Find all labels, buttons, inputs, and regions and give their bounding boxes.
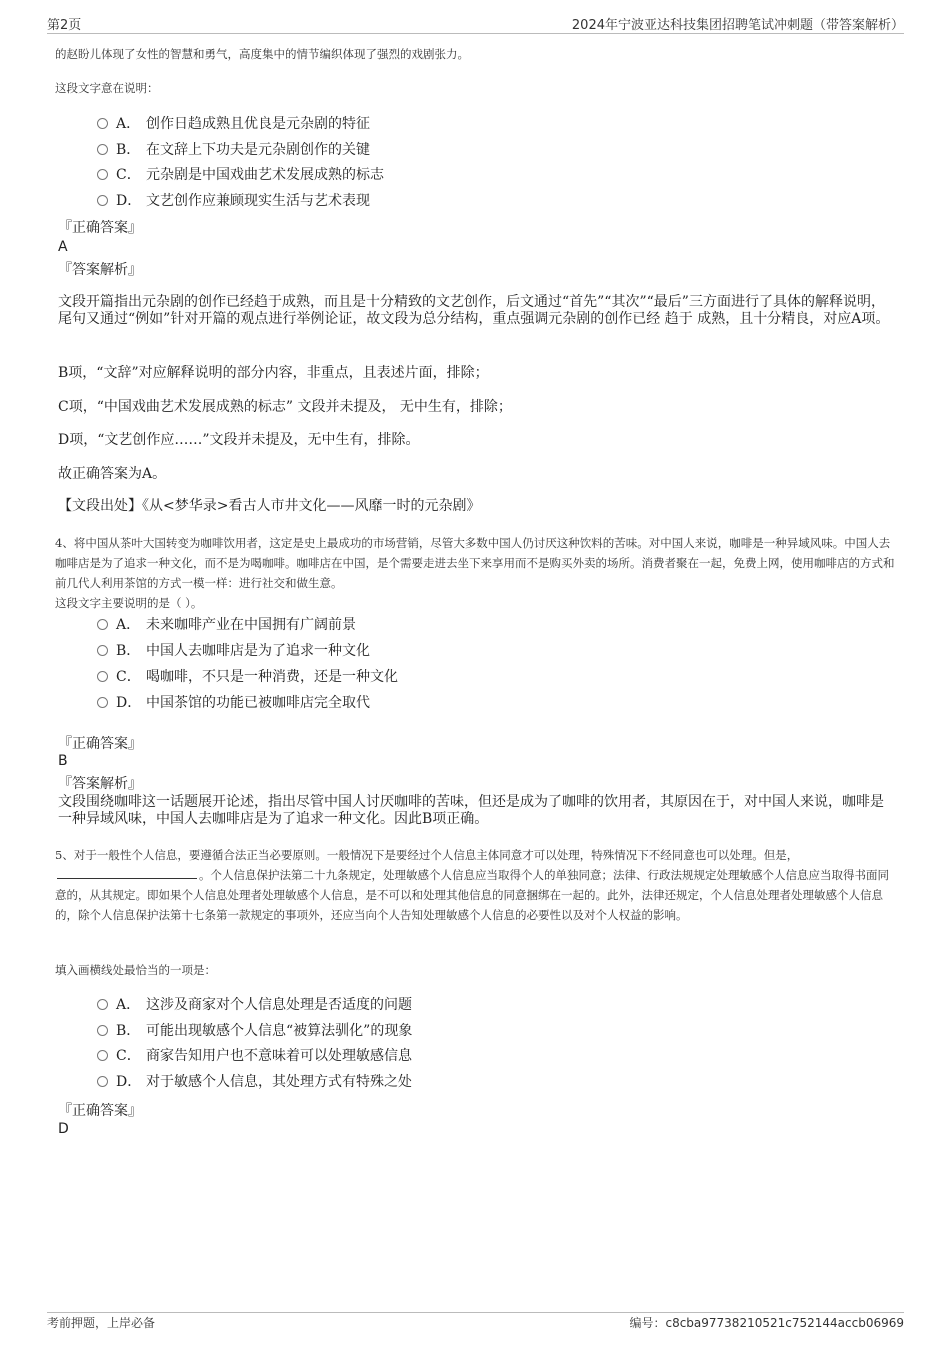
- q3-option-c[interactable]: C． 元杂剧是中国戏曲艺术发展成熟的标志: [97, 164, 384, 186]
- fill-blank: [57, 866, 197, 879]
- radio-icon[interactable]: [97, 1076, 108, 1087]
- radio-icon[interactable]: [97, 144, 108, 155]
- q4-analysis: 文段围绕咖啡这一话题展开论述，指出尽管中国人讨厌咖啡的苦味，但还是成为了咖啡的饮用者，其原因在于，对中国人来说，咖啡是一种异域风味，中国人去咖啡店是为了追求一种文化。因此B项正确。: [58, 794, 884, 827]
- radio-icon[interactable]: [97, 169, 108, 180]
- q3-question: 这段文字意在说明：: [55, 81, 159, 95]
- q3-option-a[interactable]: A． 创作日趋成熟且优良是元杂剧的特征: [97, 113, 370, 135]
- radio-icon[interactable]: [97, 619, 108, 630]
- q4-answer: B: [58, 753, 68, 769]
- footer-divider: [47, 1312, 904, 1313]
- radio-icon[interactable]: [97, 645, 108, 656]
- radio-icon[interactable]: [97, 697, 108, 708]
- q3-analysis-b: B项，“文辞”对应解释说明的部分内容，非重点，且表述片面，排除；: [58, 365, 489, 381]
- q5-answer-label: 『正确答案』: [58, 1103, 142, 1119]
- radio-icon[interactable]: [97, 1050, 108, 1061]
- q3-option-b[interactable]: B． 在文辞上下功夫是元杂剧创作的关键: [97, 139, 370, 161]
- radio-icon[interactable]: [97, 195, 108, 206]
- document-title: 2024年宁波亚达科技集团招聘笔试冲刺题（带答案解析）: [571, 18, 904, 33]
- q4-stem: 4、将中国从茶叶大国转变为咖啡饮用者，这定是史上最成功的市场营销，尽管大多数中国人仍讨厌这种饮料的苦味。对中国人来说，咖啡是一种异域风味。中国人去咖啡店是为了追求一种文化，而不是为喝咖啡。咖啡店在中国，是个需要走进去坐下来享用而不是购买外卖的场所。消费者聚在一起，免费上网，使用咖啡店的方式和前几代人利用茶馆的方式一模一样：进行社交和做生意。: [55, 536, 895, 590]
- document-code: 编号：c8cba97738210521c752144accb06969: [629, 1316, 904, 1330]
- q3-analysis-d: D项，“文艺创作应……”文段并未提及，无中生有，排除。: [58, 432, 420, 448]
- radio-icon[interactable]: [97, 1025, 108, 1036]
- q5-stem: 5、对于一般性个人信息，要遵循合法正当必要原则。一般情况下是要经过个人信息主体同意才可以处理，特殊情况下不经同意也可以处理。但是，。个人信息保护法第二十九条规定，处理敏感个人信息应当取得个人的单独同意；法律、行政法规规定处理敏感个人信息应当取得书面同意的，从其规定。即如果个人信息处理者处理敏感个人信息，是不可以和处理其他信息的同意捆绑在一起的。此外，法律还规定，个人信息处理者处理敏感个人信息的，除个人信息保护法第十七条第一款规定的事项外，还应当向个人告知处理敏感个人信息的必要性以及对个人权益的影响。: [55, 848, 889, 922]
- q3-stem-continuation: 的赵盼儿体现了女性的智慧和勇气，高度集中的情节编织体现了强烈的戏剧张力。: [55, 47, 469, 61]
- q3-option-d[interactable]: D． 文艺创作应兼顾现实生活与艺术表现: [97, 190, 370, 212]
- radio-icon[interactable]: [97, 999, 108, 1010]
- q5-answer: D: [58, 1121, 69, 1137]
- q4-question: 这段文字主要说明的是（ ）。: [55, 596, 203, 610]
- q5-option-d[interactable]: D． 对于敏感个人信息，其处理方式有特殊之处: [97, 1071, 412, 1093]
- page-number: 第2页: [47, 18, 82, 33]
- q3-analysis-main: 文段开篇指出元杂剧的创作已经趋于成熟，而且是十分精致的文艺创作，后文通过“首先”“其次”“最后”三方面进行了具体的解释说明，尾句又通过“例如”针对开篇的观点进行举例论证，故文段为总分结构，重点强调元杂剧的创作已经 趋于 成熟，且十分精良，对应A项。: [58, 294, 890, 327]
- footer-slogan: 考前押题，上岸必备: [47, 1316, 156, 1330]
- q5-option-c[interactable]: C． 商家告知用户也不意味着可以处理敏感信息: [97, 1045, 412, 1067]
- q4-answer-label: 『正确答案』: [58, 736, 142, 752]
- q4-option-a[interactable]: A． 未来咖啡产业在中国拥有广阔前景: [97, 614, 356, 636]
- q5-option-a[interactable]: A． 这涉及商家对个人信息处理是否适度的问题: [97, 994, 412, 1016]
- q4-option-b[interactable]: B． 中国人去咖啡店是为了追求一种文化: [97, 640, 370, 662]
- q3-answer-label: 『正确答案』: [58, 220, 142, 236]
- q4-option-c[interactable]: C． 喝咖啡，不只是一种消费，还是一种文化: [97, 666, 398, 688]
- q3-analysis-label: 『答案解析』: [58, 262, 142, 278]
- q3-analysis-c: C项，“中国戏曲艺术发展成熟的标志” 文段并未提及， 无中生有，排除；: [58, 399, 512, 415]
- radio-icon[interactable]: [97, 671, 108, 682]
- header-divider: [47, 33, 904, 34]
- q4-analysis-label: 『答案解析』: [58, 776, 142, 792]
- q5-option-b[interactable]: B． 可能出现敏感个人信息“被算法驯化”的现象: [97, 1020, 412, 1042]
- q3-answer: A: [58, 239, 68, 255]
- radio-icon[interactable]: [97, 118, 108, 129]
- q3-conclusion: 故正确答案为A。: [58, 466, 167, 482]
- q3-source: 【文段出处】《从<梦华录>看古人市井文化——风靡一时的元杂剧》: [58, 498, 481, 514]
- q5-question: 填入画横线处最恰当的一项是：: [55, 963, 216, 977]
- q4-option-d[interactable]: D． 中国茶馆的功能已被咖啡店完全取代: [97, 692, 370, 714]
